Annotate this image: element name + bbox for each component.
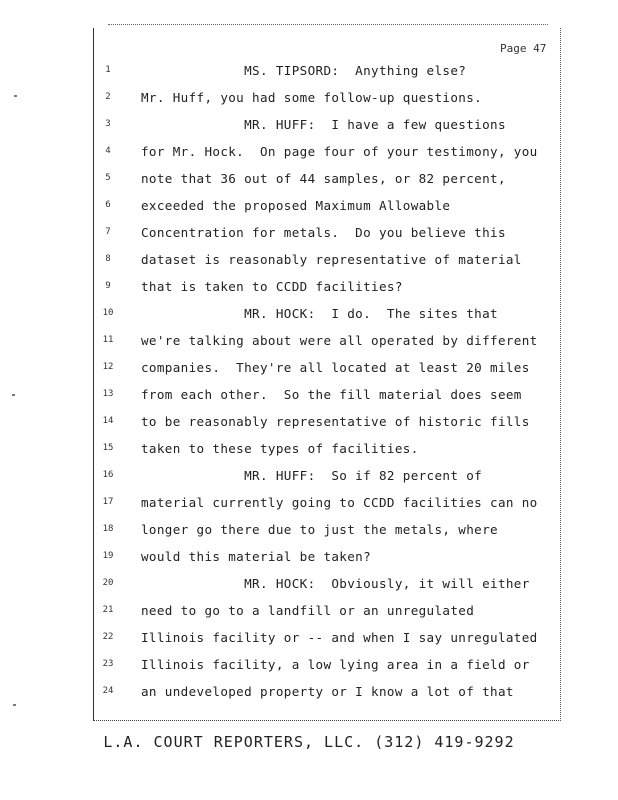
- transcript-line: [0, 306, 618, 333]
- transcript-line: [0, 225, 618, 252]
- transcript-line: [0, 441, 618, 468]
- scan-speck: [12, 394, 15, 396]
- line-text: dataset is reasonably representative of material: [141, 252, 522, 267]
- transcript-line: [0, 171, 618, 198]
- line-number: 8: [105, 254, 111, 264]
- line-number: 7: [105, 227, 111, 237]
- line-text: Concentration for metals. Do you believe this: [141, 225, 506, 240]
- line-number: 17: [102, 497, 114, 507]
- line-number: 5: [105, 173, 111, 183]
- line-text: MR. HOCK: I do. The sites that: [141, 306, 498, 321]
- transcript-line: [0, 630, 618, 657]
- transcript-line: [0, 468, 618, 495]
- line-text: need to go to a landfill or an unregulated: [141, 603, 475, 618]
- line-number: 4: [105, 146, 111, 156]
- scan-speck: [14, 95, 17, 97]
- line-number: 15: [102, 443, 114, 453]
- page-number: Page 47: [500, 42, 547, 55]
- transcript-line: [0, 387, 618, 414]
- line-text: for Mr. Hock. On page four of your testimony, you: [141, 144, 538, 159]
- line-number: 11: [102, 335, 114, 345]
- transcript-line: [0, 198, 618, 225]
- line-number: 3: [105, 119, 111, 129]
- scan-speck: [13, 704, 16, 706]
- line-number: 1: [105, 65, 111, 75]
- line-text: Illinois facility, a low lying area in a field or: [141, 657, 530, 672]
- transcript-line: [0, 117, 618, 144]
- line-text: MR. HUFF: I have a few questions: [141, 117, 506, 132]
- line-text: MR. HOCK: Obviously, it will either: [141, 576, 530, 591]
- transcript-line: [0, 522, 618, 549]
- transcript-line: [0, 90, 618, 117]
- transcript-line: [0, 414, 618, 441]
- transcript-line: [0, 279, 618, 306]
- line-number: 13: [102, 389, 114, 399]
- transcript-line: [0, 252, 618, 279]
- transcript-line: [0, 495, 618, 522]
- line-number: 10: [102, 308, 114, 318]
- line-number: 2: [105, 92, 111, 102]
- transcript-line: [0, 684, 618, 711]
- footer-reporter: L.A. COURT REPORTERS, LLC. (312) 419-9292: [103, 733, 515, 751]
- line-text: would this material be taken?: [141, 549, 372, 564]
- line-text: from each other. So the fill material does seem: [141, 387, 522, 402]
- line-number: 12: [102, 362, 114, 372]
- line-number: 19: [102, 551, 114, 561]
- line-number: 9: [105, 281, 111, 291]
- line-text: exceeded the proposed Maximum Allowable: [141, 198, 451, 213]
- line-text: that is taken to CCDD facilities?: [141, 279, 403, 294]
- line-text: longer go there due to just the metals, where: [141, 522, 498, 537]
- transcript-line: [0, 360, 618, 387]
- line-number: 21: [102, 605, 114, 615]
- line-text: an undeveloped property or I know a lot of that: [141, 684, 514, 699]
- transcript-line: [0, 144, 618, 171]
- line-text: companies. They're all located at least 20 miles: [141, 360, 530, 375]
- line-number: 24: [102, 686, 114, 696]
- line-number: 16: [102, 470, 114, 480]
- line-number: 20: [102, 578, 114, 588]
- line-text: to be reasonably representative of historic fills: [141, 414, 530, 429]
- line-number: 23: [102, 659, 114, 669]
- transcript-line: [0, 657, 618, 684]
- transcript-line: [0, 603, 618, 630]
- top-border: [108, 24, 548, 27]
- line-number: 18: [102, 524, 114, 534]
- line-text: note that 36 out of 44 samples, or 82 percent,: [141, 171, 506, 186]
- line-text: we're talking about were all operated by different: [141, 333, 538, 348]
- transcript-line: [0, 549, 618, 576]
- line-text: Illinois facility or -- and when I say unregulated: [141, 630, 538, 645]
- transcript-line: [0, 576, 618, 603]
- line-text: MR. HUFF: So if 82 percent of: [141, 468, 483, 483]
- line-text: MS. TIPSORD: Anything else?: [141, 63, 467, 78]
- transcript-line: [0, 63, 618, 90]
- transcript-line: [0, 333, 618, 360]
- line-text: material currently going to CCDD facilities can no: [141, 495, 538, 510]
- line-text: Mr. Huff, you had some follow-up questions.: [141, 90, 483, 105]
- line-number: 14: [102, 416, 114, 426]
- line-number: 22: [102, 632, 114, 642]
- line-text: taken to these types of facilities.: [141, 441, 419, 456]
- line-number: 6: [105, 200, 111, 210]
